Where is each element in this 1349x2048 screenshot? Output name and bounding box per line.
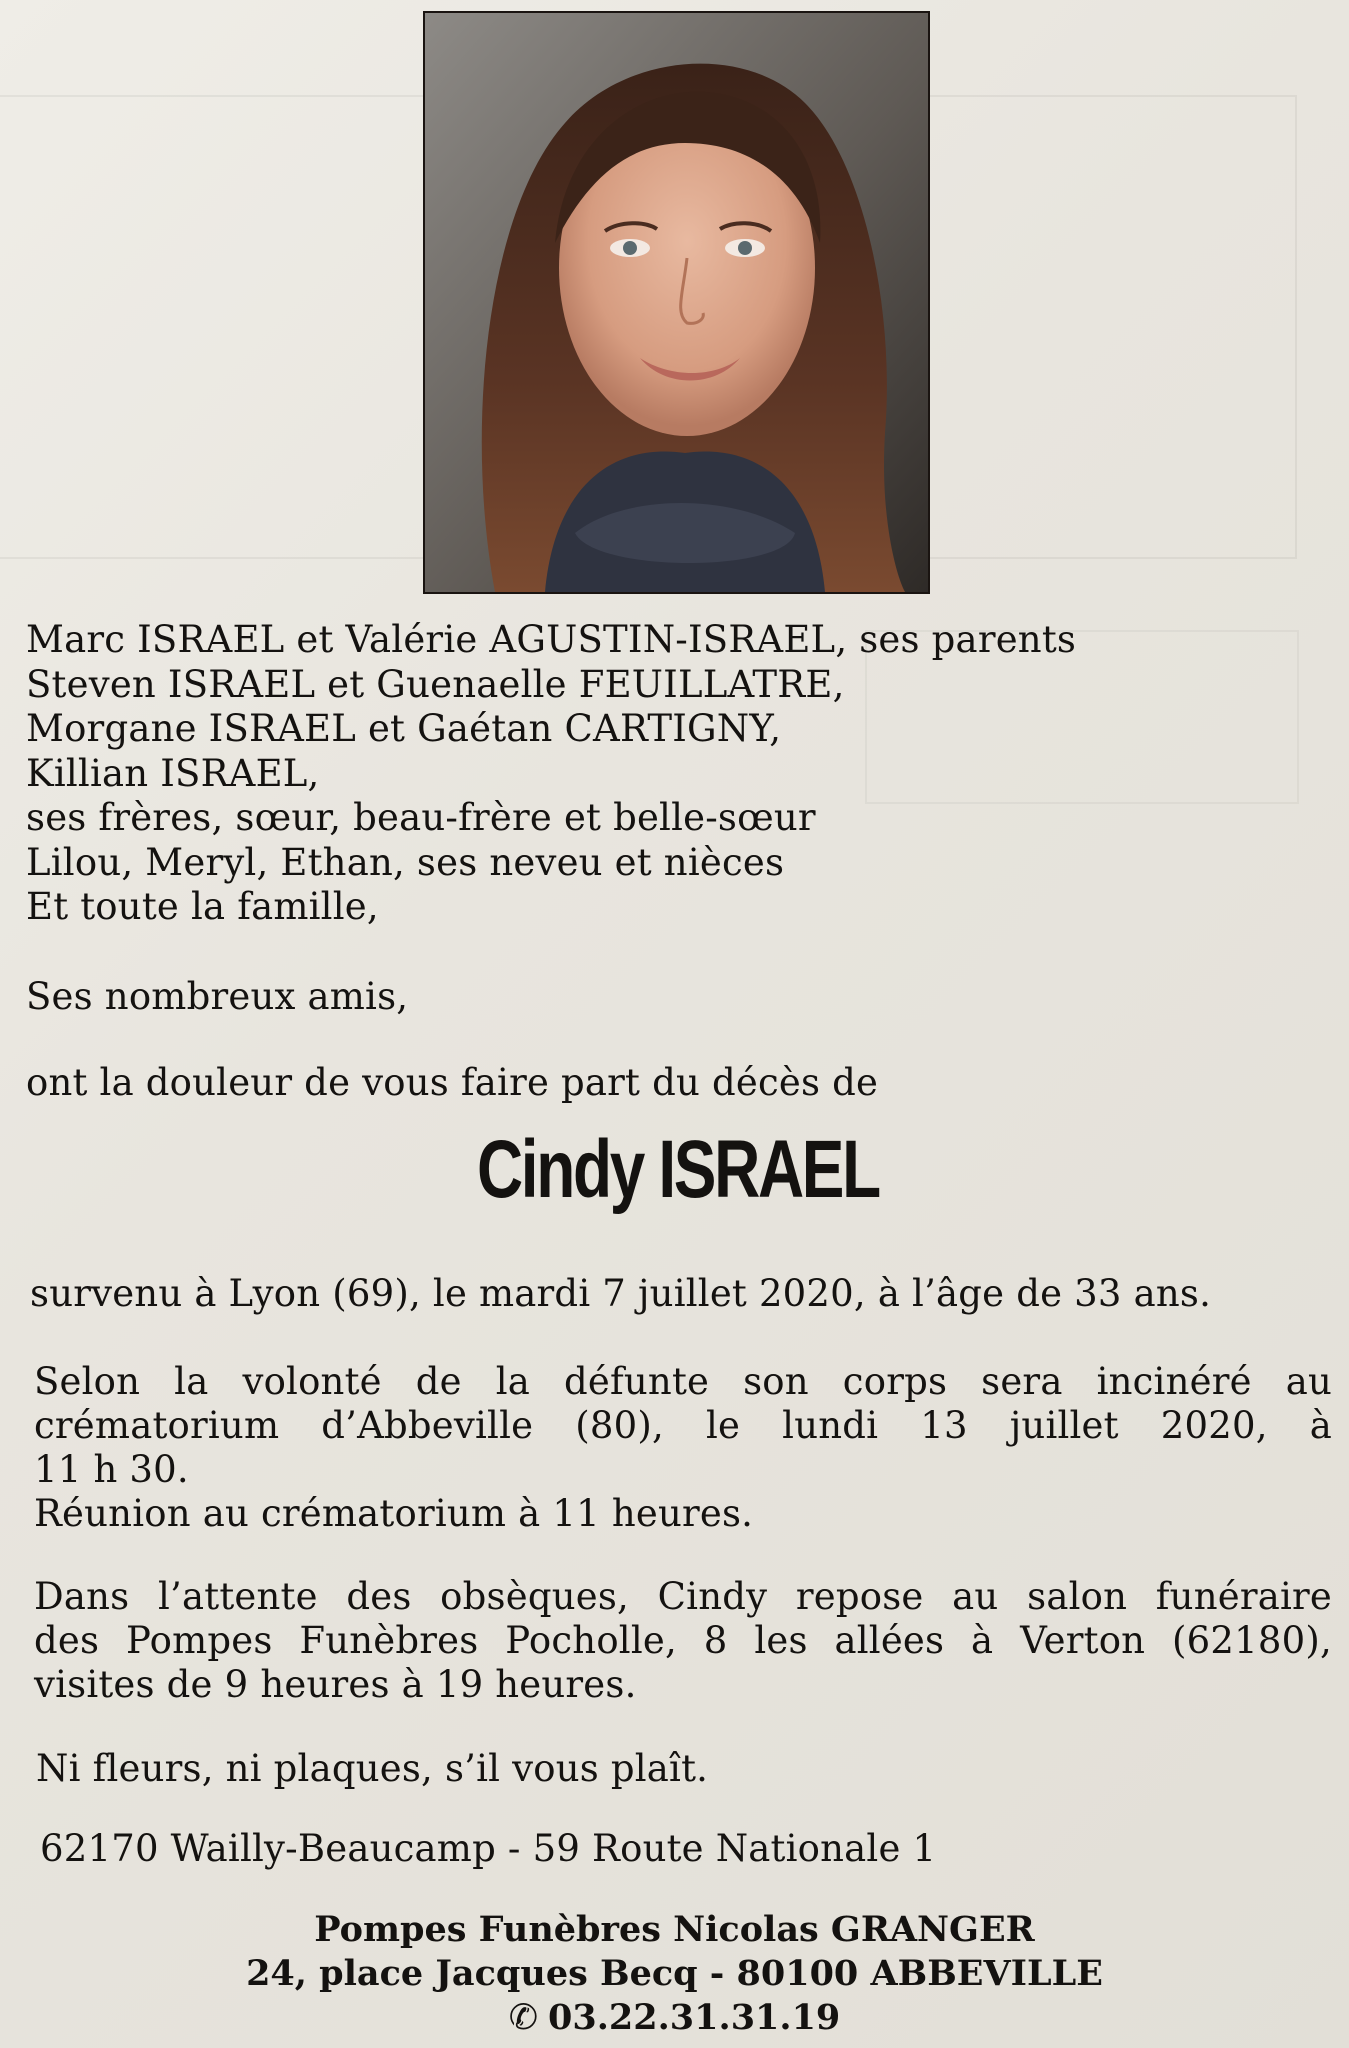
cremation-paragraph <box>34 1360 1332 1536</box>
family-line: Steven ISRAEL et Guenaelle FEUILLATRE, <box>26 662 845 706</box>
cremation-line: 11 h 30. <box>34 1448 189 1491</box>
phone-icon: ✆ <box>508 1998 539 2038</box>
family-line: Morgane ISRAEL et Gaétan CARTIGNY, <box>26 707 782 750</box>
viewing-line: Dans l’attente des obsèques, Cindy repose au salon funéraire <box>34 1575 1332 1618</box>
cremation-line: crématorium d’Abbeville (80), le lundi 13 juillet 2020, à <box>34 1404 1332 1447</box>
funeral-home-block <box>0 1908 1349 2040</box>
family-line: ses frères, sœur, beau-frère et belle-sœur <box>26 796 816 839</box>
family-line: Killian ISRAEL, <box>26 751 320 795</box>
viewing-line: des Pompes Funèbres Pocholle, 8 les allées à Verton (62180), <box>34 1619 1332 1662</box>
viewing-line: visites de 9 heures à 19 heures. <box>34 1663 637 1706</box>
viewing-paragraph <box>34 1575 1332 1707</box>
funeral-home-phone: 03.22.31.31.19 <box>548 1997 841 2038</box>
family-line: Et toute la famille, <box>26 885 379 928</box>
cremation-line: Réunion au crématorium à 11 heures. <box>34 1492 754 1535</box>
announcement-line: ont la douleur de vous faire part du décès de <box>26 1061 879 1104</box>
portrait-photo <box>423 11 930 594</box>
family-line: Lilou, Meryl, Ethan, ses neveu et nièces <box>26 840 785 884</box>
deceased-name: Cindy ISRAEL <box>476 1124 879 1215</box>
portrait-photo-icon <box>425 13 928 592</box>
family-list <box>26 618 1076 930</box>
cremation-line: Selon la volonté de la défunte son corps sera incinéré au <box>34 1360 1332 1403</box>
family-address: 62170 Wailly-Beaucamp - 59 Route Nationale 1 <box>40 1827 937 1870</box>
family-line: Marc ISRAEL et Valérie AGUSTIN-ISRAEL, ses parents <box>26 618 1077 661</box>
friends-line: Ses nombreux amis, <box>26 975 409 1018</box>
funeral-home-name: Pompes Funèbres Nicolas GRANGER <box>314 1909 1035 1950</box>
funeral-home-address: 24, place Jacques Becq - 80100 ABBEVILLE <box>246 1953 1103 1994</box>
flowers-note: Ni fleurs, ni plaques, s’il vous plaît. <box>36 1747 709 1790</box>
death-info: survenu à Lyon (69), le mardi 7 juillet 2020, à l’âge de 33 ans. <box>30 1272 1212 1315</box>
funeral-home-phone-line <box>0 1996 1349 2040</box>
